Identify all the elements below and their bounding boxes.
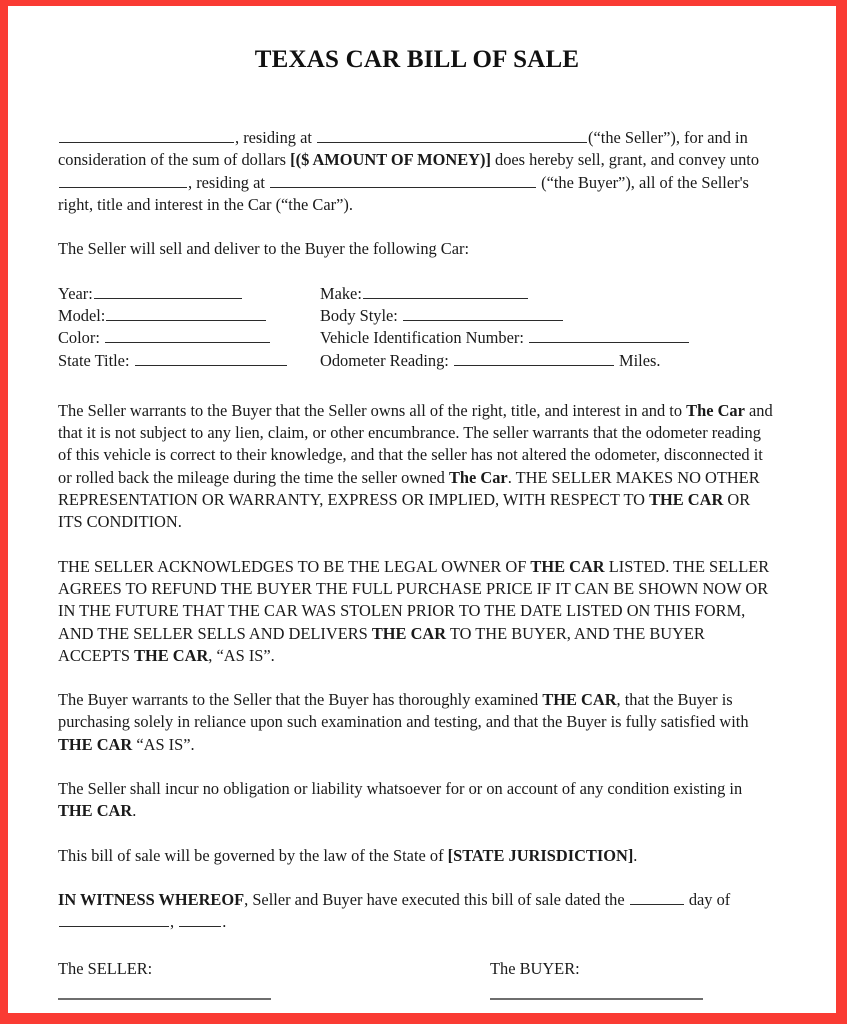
red-border-bottom xyxy=(0,1013,847,1024)
vehicle-field-odometer xyxy=(320,350,660,372)
paragraph-governing-law xyxy=(58,845,776,867)
intro-residing-at-1: , residing at xyxy=(235,128,317,148)
seller-signature-label: The SELLER: xyxy=(58,958,153,978)
model-input-blank[interactable] xyxy=(106,305,266,321)
vehicle-field-vin xyxy=(320,327,690,349)
buyer-warranty-text-2: , that the Buyer is purchasing solely in reliance upon such examination and testing, and that the Buyer is fully satisfied with xyxy=(58,690,749,732)
intro-convey: convey unto xyxy=(678,150,760,170)
paragraph-seller-warranty xyxy=(58,400,776,534)
intro-hereby: does hereby sell, grant, and xyxy=(490,150,675,170)
acknowledge-text-3: TO THE BUYER, AND THE BUYER ACCEPTS xyxy=(58,623,705,665)
vehicle-details xyxy=(58,283,776,372)
signature-block xyxy=(58,958,776,1000)
amount-placeholder[interactable]: [($ AMOUNT OF MONEY)] xyxy=(290,150,491,170)
paragraph-buyer-warranty xyxy=(58,689,776,756)
seller-warranty-bold-2: The Car xyxy=(448,467,508,487)
intro-closing: Buyer”), all of the Seller's right, title and interest in the Car (“the Car”). xyxy=(58,172,749,215)
seller-name-blank[interactable] xyxy=(59,127,234,143)
seller-warranty-text-1: The Seller warrants to the Buyer that the Seller owns all of the right, title, and interest in and to xyxy=(58,400,687,420)
no-liability-text-2: . xyxy=(132,801,137,821)
paragraph-acknowledgement xyxy=(58,556,776,667)
state-title-input-blank[interactable] xyxy=(135,350,287,366)
vehicle-row-color-vin xyxy=(58,327,776,349)
vehicle-field-year xyxy=(58,283,320,305)
red-border-left xyxy=(0,0,8,1024)
state-title-label: State Title: xyxy=(58,350,134,370)
intro-seller-tag: (“the Seller”), for and xyxy=(588,128,731,148)
seller-signature-line[interactable] xyxy=(58,998,271,1000)
page-title: TEXAS CAR BILL OF SALE xyxy=(254,46,580,73)
state-jurisdiction-placeholder[interactable]: [STATE JURISDICTION] xyxy=(447,845,634,865)
vin-label: Vehicle Identification Number: xyxy=(320,328,528,348)
governing-law-text-1: This bill of sale will be governed by the law of the State of xyxy=(58,845,448,865)
deliver-line: The Seller will sell and deliver to the Buyer the following Car: xyxy=(58,239,470,259)
vehicle-field-state-title xyxy=(58,350,320,372)
make-input-blank[interactable] xyxy=(363,283,528,299)
vehicle-row-year-make xyxy=(58,283,776,305)
no-liability-text-1: The Seller shall incur no obligation or liability whatsoever for or on account of any condition existing in xyxy=(58,778,743,798)
year-label: Year: xyxy=(58,283,93,303)
buyer-address-blank[interactable] xyxy=(270,172,536,188)
vehicle-field-make xyxy=(320,283,529,305)
color-input-blank[interactable] xyxy=(105,327,270,343)
red-border-right xyxy=(836,0,847,1024)
seller-address-blank[interactable] xyxy=(317,127,587,143)
acknowledge-text-1: THE SELLER ACKNOWLEDGES TO BE THE LEGAL OWNER OF xyxy=(58,556,531,576)
acknowledge-text-2: LISTED. THE SELLER AGREES TO REFUND THE BUYER THE FULL PURCHASE PRICE IF IT CAN BE SHOWN NOW OR IN THE FUTURE THAT THE CAR WAS STOLEN PRIOR TO THE DATE LISTED ON THIS FORM, AND THE SELLER SELLS AND DELIVERS xyxy=(58,556,770,643)
document-sheet xyxy=(8,6,836,1013)
witness-text-4: . xyxy=(222,912,227,932)
odometer-input-blank[interactable] xyxy=(454,350,614,366)
execution-year-blank[interactable] xyxy=(179,911,221,927)
signature-column-seller xyxy=(58,958,490,1000)
model-label: Model: xyxy=(58,306,106,326)
buyer-signature-label: The BUYER: xyxy=(490,958,580,978)
intro-paragraph xyxy=(58,127,776,216)
intro-the-tag: (“the xyxy=(537,172,574,192)
intro-residing-at-2: , residing at xyxy=(188,172,270,192)
vehicle-row-model-bodystyle xyxy=(58,305,776,327)
vehicle-row-statetitle-odometer xyxy=(58,350,776,372)
buyer-warranty-text-1: The Buyer warrants to the Seller that the Buyer has thoroughly examined xyxy=(58,690,543,710)
body-style-label: Body Style: xyxy=(320,306,402,326)
execution-month-blank[interactable] xyxy=(59,911,169,927)
seller-warranty-text-4: OR ITS CONDITION. xyxy=(58,490,751,532)
seller-warranty-text-3: . THE SELLER MAKES NO OTHER REPRESENTATION OR WARRANTY, EXPRESS OR IMPLIED, WITH RESPECT TO xyxy=(58,467,760,510)
intro-consideration: in consideration of the sum of dollars xyxy=(58,128,748,170)
body-style-input-blank[interactable] xyxy=(403,305,563,321)
seller-warranty-text-2: and that it is not subject to any lien, claim, or other encumbrance. The seller warrants that the odometer reading of this vehicle is correct to their knowledge, and that the seller has not altered the odometer, disconnected it or rolled back the mileage during the time the seller owned xyxy=(58,400,773,487)
acknowledge-bold-3: THE CAR xyxy=(134,645,209,665)
buyer-warranty-bold-2: THE CAR xyxy=(58,734,133,754)
signature-column-buyer xyxy=(490,958,703,1000)
buyer-warranty-text-3: “AS IS”. xyxy=(132,734,195,754)
witness-bold-1: IN WITNESS WHEREOF xyxy=(58,889,245,909)
odometer-label: Odometer Reading: xyxy=(320,350,453,370)
witness-text-1: , Seller and Buyer have executed this bill of sale dated the xyxy=(244,889,629,909)
witness-text-2: day of xyxy=(684,889,731,909)
buyer-name-blank[interactable] xyxy=(59,172,187,188)
document-body xyxy=(58,6,776,1000)
seller-warranty-bold-1: The Car xyxy=(686,400,745,420)
vehicle-field-bodystyle xyxy=(320,305,564,327)
color-label: Color: xyxy=(58,328,104,348)
execution-day-blank[interactable] xyxy=(630,889,684,905)
vin-input-blank[interactable] xyxy=(529,327,689,343)
vehicle-field-color xyxy=(58,327,320,349)
buyer-signature-line[interactable] xyxy=(490,998,703,1000)
paragraph-witness xyxy=(58,889,776,934)
year-input-blank[interactable] xyxy=(94,283,242,299)
acknowledge-bold-2: THE CAR xyxy=(371,623,447,643)
odometer-units: Miles. xyxy=(614,350,661,370)
witness-text-3: , xyxy=(170,912,179,932)
buyer-warranty-bold-1: THE CAR xyxy=(542,690,617,710)
paragraph-no-liability xyxy=(58,778,776,823)
acknowledge-text-4: , “AS IS”. xyxy=(208,645,275,665)
seller-warranty-bold-3: THE CAR xyxy=(649,490,724,510)
vehicle-field-model xyxy=(58,305,320,327)
make-label: Make: xyxy=(320,283,362,303)
no-liability-bold-1: THE CAR xyxy=(58,801,133,821)
acknowledge-bold-1: THE CAR xyxy=(530,556,605,576)
governing-law-text-2: . xyxy=(633,845,638,865)
